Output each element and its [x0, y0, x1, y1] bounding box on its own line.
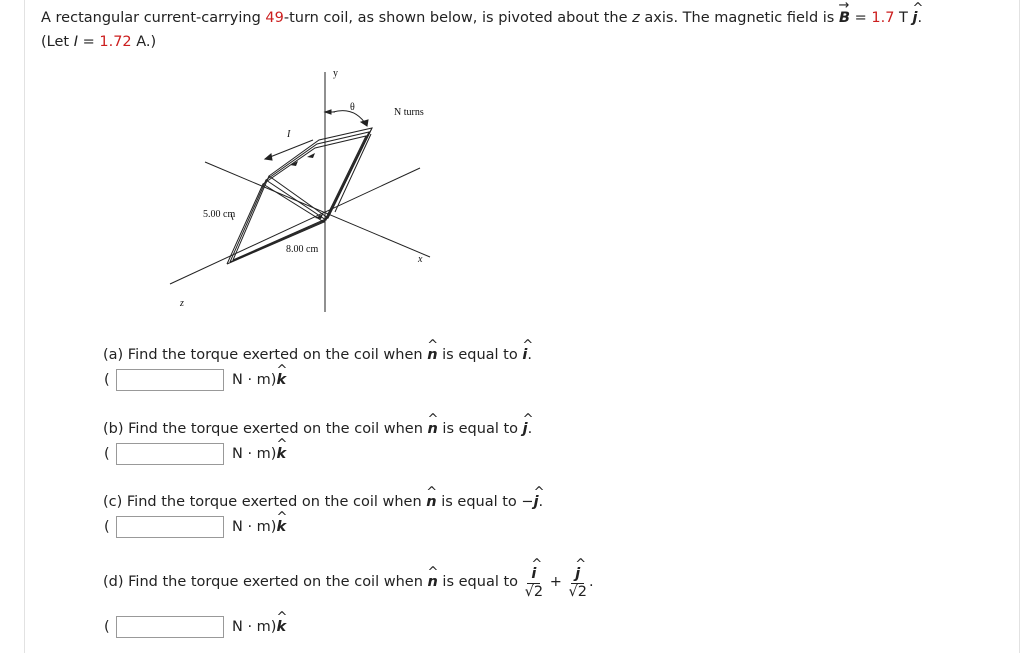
unit-label: N · m): [232, 519, 277, 535]
field-direction: ^ j: [913, 6, 918, 30]
answer-input-c[interactable]: [116, 516, 224, 538]
fraction-i: [525, 565, 543, 600]
direction-sign: −: [521, 494, 534, 510]
field-vector-symbol: → B: [839, 6, 850, 30]
question-label: (b) Find the torque exerted on the coil when: [103, 421, 428, 437]
fraction-denominator: √2: [524, 583, 544, 600]
question-text: [103, 492, 543, 512]
current-direction-marker: [307, 153, 315, 158]
open-paren: (: [104, 619, 110, 635]
answer-row: [103, 614, 594, 640]
period: .: [588, 574, 594, 590]
direction-unit-vector: ^ j: [523, 419, 528, 439]
part-c: [103, 492, 543, 540]
part-d: [103, 564, 594, 640]
answer-input-a[interactable]: [116, 369, 224, 391]
label-y: y: [333, 68, 338, 79]
turns-value: 49: [265, 10, 284, 26]
current-arrow-head: [265, 154, 272, 160]
normal-vector-symbol: ^ n: [428, 419, 438, 439]
normal-vector-symbol: ^ n: [426, 492, 436, 512]
coil-diagram: [165, 62, 455, 312]
unit-label: N · m): [232, 619, 277, 635]
answer-input-d[interactable]: [116, 616, 224, 638]
current-symbol: I: [73, 34, 78, 50]
label-z: z: [180, 298, 184, 309]
open-paren: (: [104, 519, 110, 535]
question-text: [103, 345, 532, 365]
open-paren: (: [104, 446, 110, 462]
label-current: I: [287, 129, 291, 140]
question-label: (a) Find the torque exerted on the coil when: [103, 347, 428, 363]
equals-sign: =: [850, 10, 872, 26]
let-text: A.): [131, 34, 157, 50]
label-length: 8.00 cm: [286, 244, 319, 255]
part-b: [103, 419, 532, 467]
label-turns: N turns: [394, 107, 424, 118]
equals-sign: =: [77, 34, 100, 50]
unit-direction: ^ k: [276, 619, 286, 635]
question-mid: is equal to: [437, 421, 523, 437]
problem-line-1: [41, 6, 922, 30]
answer-row: [103, 514, 543, 540]
theta-arrow-head: [361, 120, 368, 126]
axis-symbol: z: [632, 10, 640, 26]
plus-sign: +: [545, 574, 567, 590]
question-text: [103, 564, 594, 600]
direction-unit-vector: ^ i: [522, 345, 527, 365]
fraction-numerator: ^ i: [531, 565, 536, 583]
unit-label: N · m): [232, 372, 277, 388]
unit-direction: ^ k: [276, 519, 286, 535]
current-value: 1.72: [99, 34, 132, 50]
fraction-numerator: ^ j: [575, 565, 580, 583]
period: .: [527, 347, 532, 363]
unit-direction: ^ k: [276, 446, 286, 462]
problem-line-2: [41, 30, 922, 54]
intro-text: A rectangular current-carrying: [41, 10, 266, 26]
question-mid: is equal to: [437, 574, 523, 590]
intro-text: -turn coil, as shown below, is pivoted about the: [283, 10, 633, 26]
period: .: [527, 421, 533, 437]
direction-unit-vector: ^ j: [534, 492, 539, 512]
fraction-denominator: √2: [568, 583, 587, 600]
open-paren: (: [104, 372, 110, 388]
field-unit: T: [894, 10, 913, 26]
normal-vector-symbol: ^ n: [427, 345, 437, 365]
label-theta: θ: [350, 102, 355, 113]
z-axis-line: [170, 168, 420, 284]
unit-direction: ^ k: [276, 372, 286, 388]
part-a: [103, 345, 532, 393]
label-width: 5.00 cm: [203, 209, 236, 220]
question-label: (c) Find the torque exerted on the coil when: [103, 494, 427, 510]
question-mid: is equal to: [437, 347, 523, 363]
unit-label: N · m): [232, 446, 277, 462]
normal-vector-symbol: ^ n: [428, 564, 438, 600]
let-text: (Let: [41, 34, 74, 50]
period: .: [538, 494, 544, 510]
intro-text: axis. The magnetic field is: [639, 10, 839, 26]
period: .: [917, 10, 923, 26]
question-label: (d) Find the torque exerted on the coil when: [103, 574, 428, 590]
problem-statement: [41, 6, 922, 54]
answer-row: [103, 441, 532, 467]
label-x: x: [418, 254, 423, 265]
fraction-j: [568, 565, 586, 600]
question-mid: is equal to: [436, 494, 522, 510]
question-text: [103, 419, 532, 439]
field-value: 1.7: [871, 10, 895, 26]
answer-input-b[interactable]: [116, 443, 224, 465]
answer-row: [103, 367, 532, 393]
